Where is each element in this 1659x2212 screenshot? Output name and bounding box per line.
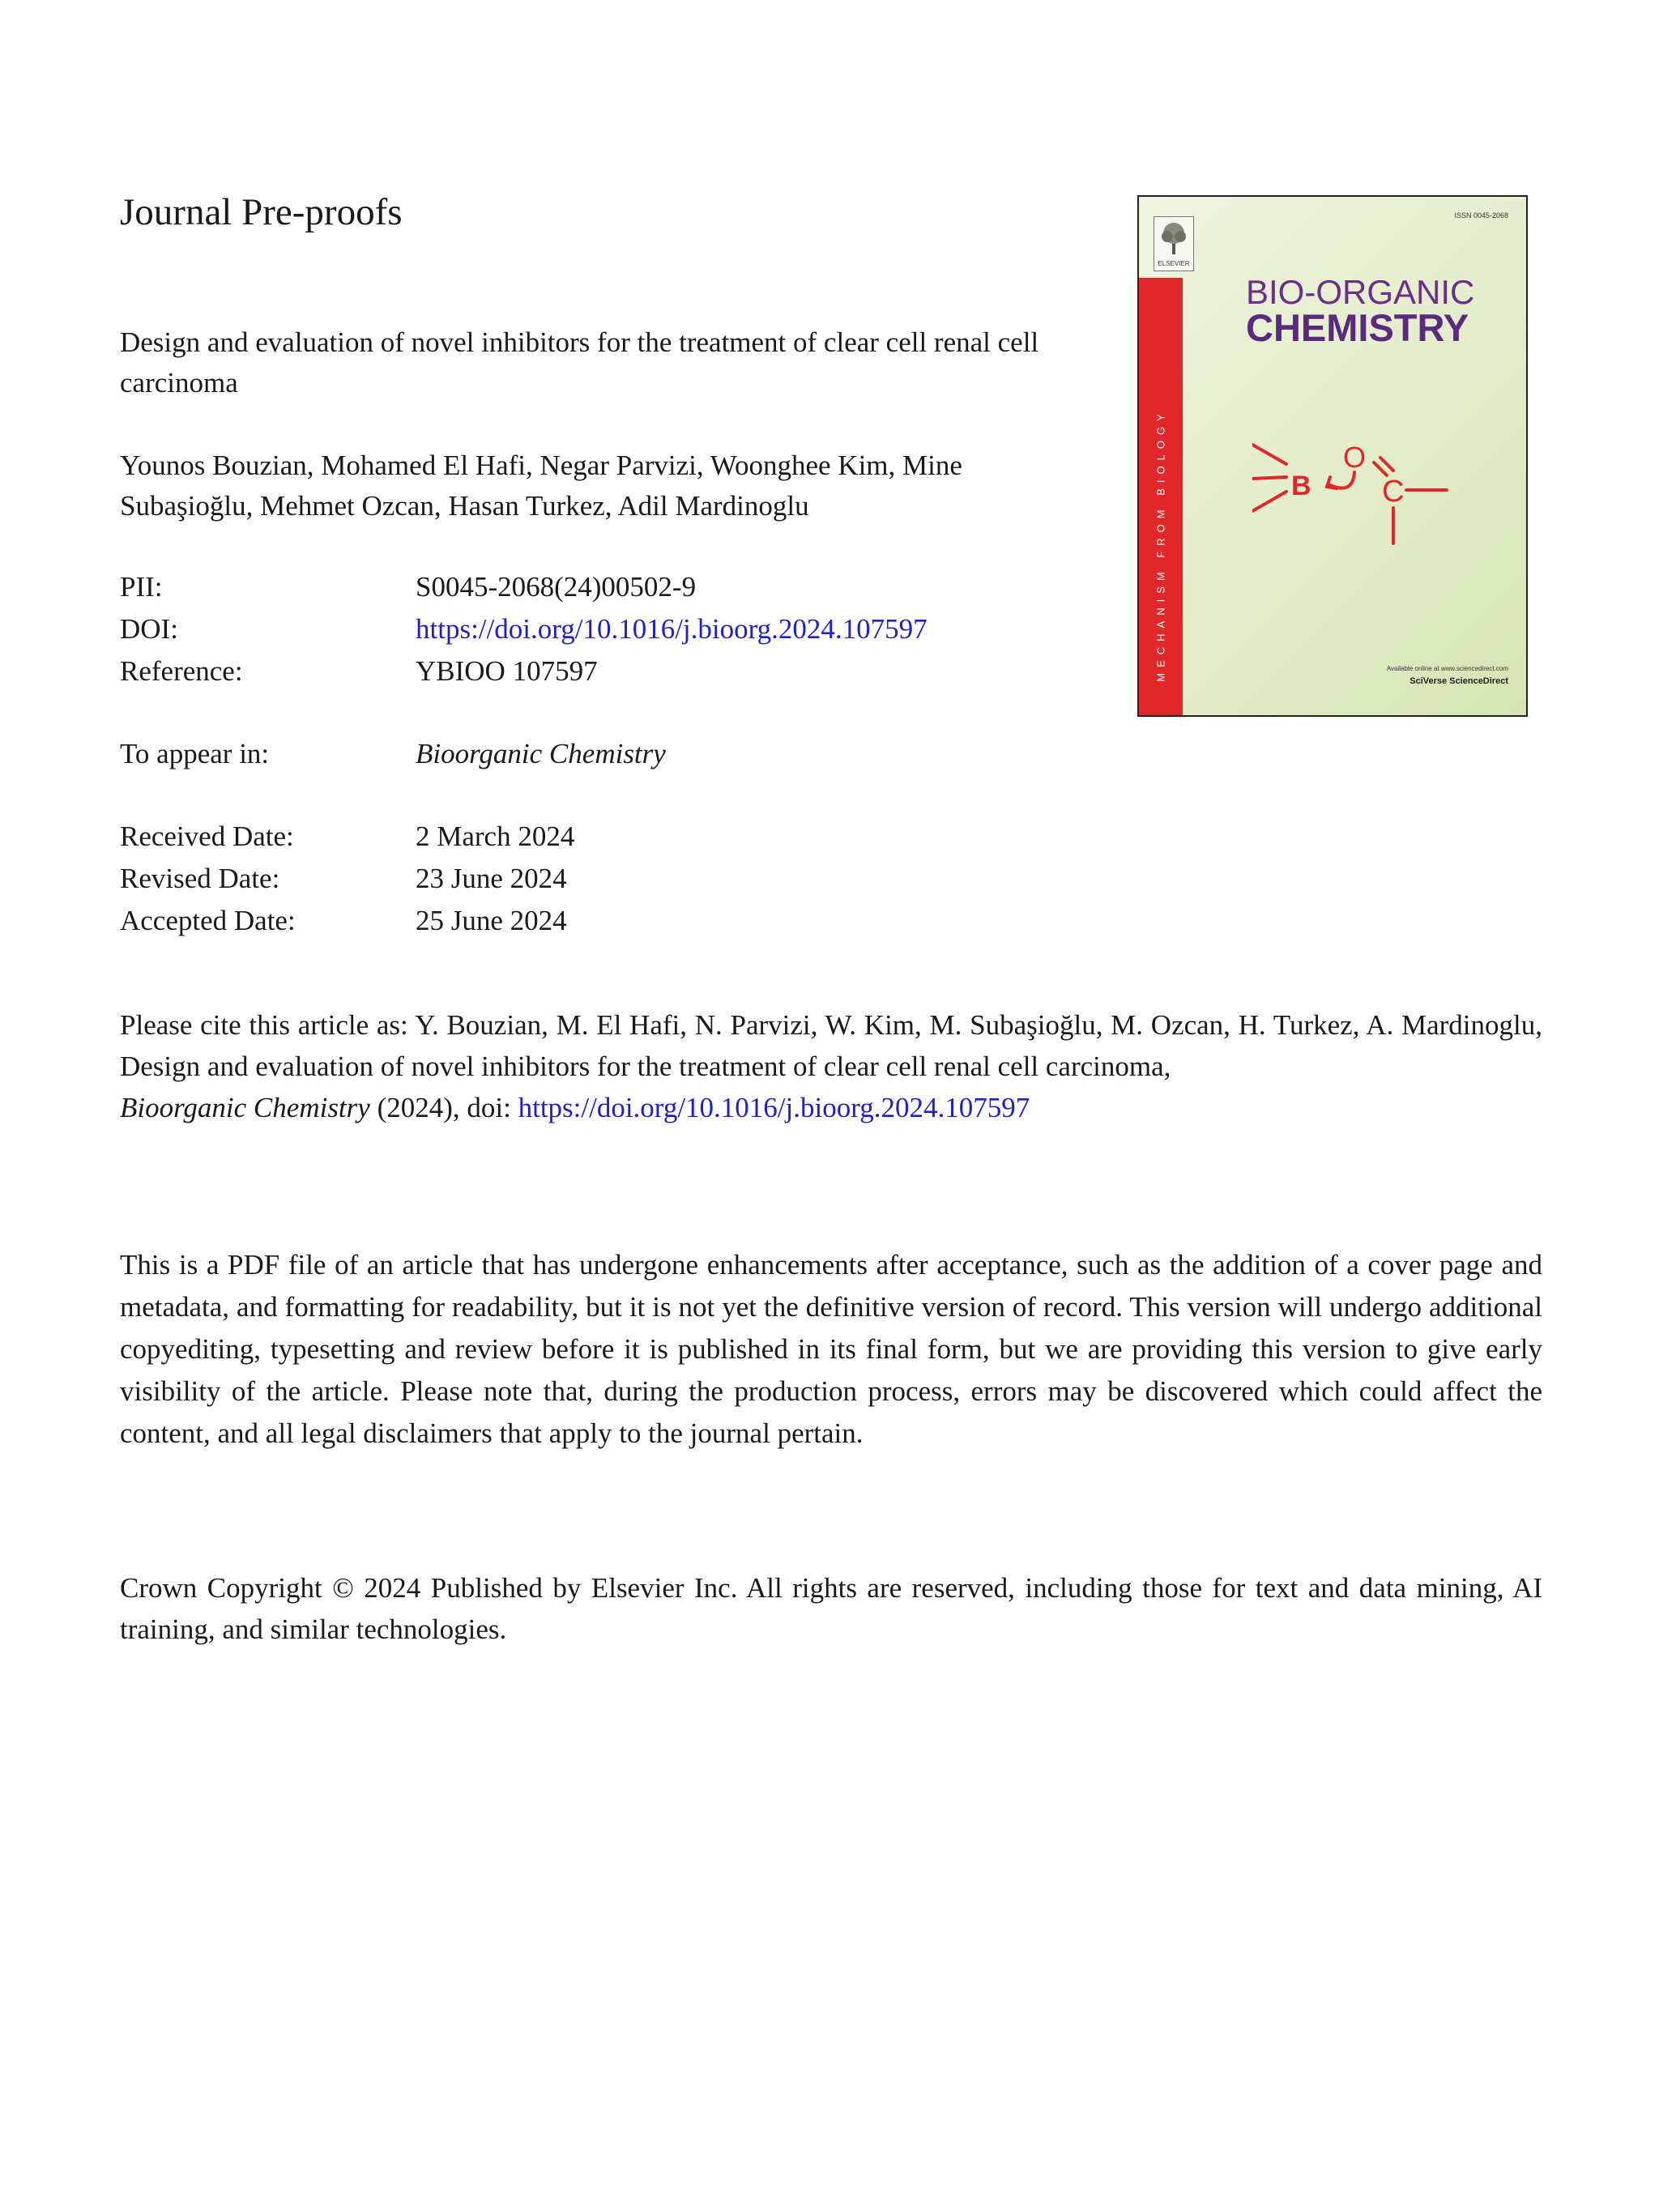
received-label: Received Date: <box>120 820 294 852</box>
appear-value: Bioorganic Chemistry <box>416 738 666 769</box>
citation-paragraph <box>120 1004 1542 1128</box>
atom-b-label: B <box>1291 471 1311 501</box>
elsevier-logo <box>1154 216 1194 271</box>
cover-issn: ISSN 0045-2068 <box>1454 211 1508 219</box>
article-title: Design and evaluation of novel inhibitors for the treatment of clear cell renal cell carcinoma <box>120 326 1039 399</box>
journal-header: Journal Pre-proofs <box>120 191 403 233</box>
preproof-notice: This is a PDF file of an article that has undergone enhancements after acceptance, such as the addition of a cover page and metadata, and formatting for readability, but it is not yet the definitive version of record. This version will undergo additional copyediting, typesetting and review before it is published in its final form, but we are providing this version to give early visibility of the article. Please note that, during the production process, errors may be discovered which could affect the content, and all legal disclaimers that apply to the journal pertain. <box>120 1249 1542 1449</box>
citation-prefix: Please cite this article as: Y. Bouzian, M. El Hafi, N. Parvizi, W. Kim, M. Subaşioğlu, M. Ozcan, H. Turkez, A. Mardinoglu, Design and evaluation of novel inhibitors for the treatment of clear cell renal cell carcinoma, <box>120 1009 1542 1082</box>
author-list: Younos Bouzian, Mohamed El Hafi, Negar Parvizi, Woonghee Kim, Mine Subaşioğlu, Mehmet Ozcan, Hasan Turkez, Adil Mardinoglu <box>120 450 962 522</box>
pii-label: PII: <box>120 571 163 603</box>
reference-label: Reference: <box>120 655 243 687</box>
doi-link[interactable]: https://doi.org/10.1016/j.bioorg.2024.107597 <box>416 613 928 645</box>
appear-label: To appear in: <box>120 738 270 769</box>
cover-red-band <box>1139 278 1183 717</box>
citation-doi-link[interactable]: https://doi.org/10.1016/j.bioorg.2024.107597 <box>518 1092 1030 1123</box>
tree-icon <box>1154 217 1193 258</box>
cover-title-line1: BIO-ORGANIC <box>1246 273 1475 311</box>
revised-label: Revised Date: <box>120 863 280 894</box>
atom-c-label: C <box>1382 475 1405 509</box>
cover-title-line2: CHEMISTRY <box>1246 306 1469 349</box>
accepted-label: Accepted Date: <box>120 905 296 936</box>
copyright-notice: Crown Copyright © 2024 Published by Elsevier Inc. All rights are reserved, including those for text and data mining, AI training, and similar technologies. <box>120 1572 1542 1645</box>
accepted-value: 25 June 2024 <box>416 905 567 936</box>
publisher-name: ELSEVIER <box>1158 260 1190 267</box>
reference-value: YBIOO 107597 <box>416 655 598 687</box>
journal-cover <box>1137 195 1528 717</box>
cover-band-text: MECHANISM FROM BIOLOGY <box>1154 408 1167 682</box>
received-value: 2 March 2024 <box>416 820 575 852</box>
pii-value: S0045-2068(24)00502-9 <box>416 571 697 603</box>
cover-available-online: Available online at www.sciencedirect.com <box>1386 665 1508 672</box>
citation-journal: Bioorganic Chemistry <box>120 1092 370 1123</box>
citation-middle: (2024), doi: <box>377 1092 511 1123</box>
molecule-icon <box>1252 432 1495 594</box>
cover-sciverse: SciVerse ScienceDirect <box>1410 676 1508 686</box>
revised-value: 23 June 2024 <box>416 863 567 894</box>
atom-o-label: O <box>1343 441 1367 474</box>
doi-label: DOI: <box>120 613 178 645</box>
